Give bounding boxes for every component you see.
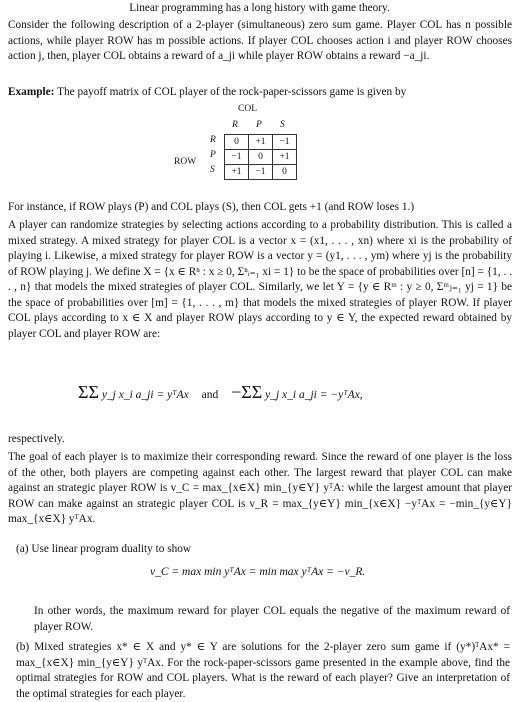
sum-symbol: −ΣΣ	[231, 382, 263, 402]
matrix-row-label: ROW	[174, 157, 197, 167]
matrix-row	[225, 135, 297, 150]
equation-and: and	[201, 389, 219, 401]
matrix-cell: 0	[225, 135, 249, 150]
example-label: Example:	[8, 86, 55, 98]
instance-note: For instance, if ROW plays (P) and COL plays (S), then COL gets +1 (and ROW loses 1.)	[8, 201, 415, 213]
goal-paragraph: The goal of each player is to maximize their corresponding reward. Since the reward of one player is the loss of the other, both players are competing against each other. The largest reward that player COL can make against an strategic player ROW is v_C = max_{x∈X} min_{y∈Y} yᵀA: while the largest amount that player ROW can make against an strategic player COL is v_R = max_{y∈Y} min_{x∈X} −yᵀAx = −min_{y∈Y} max_{x∈X} yᵀAx.	[8, 451, 512, 525]
matrix-row	[225, 165, 297, 180]
matrix-cell: −1	[225, 150, 249, 165]
matrix-row-header: S	[210, 165, 215, 175]
matrix-cell: +1	[225, 165, 249, 180]
matrix-col-header: S	[280, 120, 285, 130]
matrix-cell: 0	[273, 165, 297, 180]
item-a	[16, 542, 510, 558]
example-line	[8, 85, 512, 101]
item-a-label: (a)	[16, 543, 29, 555]
reward-equation	[78, 382, 363, 403]
matrix-cell: +1	[273, 150, 297, 165]
item-a-text: Use linear program duality to show	[31, 543, 192, 555]
matrix-cell: +1	[249, 135, 273, 150]
duality-equation: v_C = max min yᵀAx = min max yᵀAx = −v_R.	[150, 566, 366, 578]
game-description	[8, 18, 512, 65]
matrix-cell: −1	[273, 135, 297, 150]
matrix-row	[225, 150, 297, 165]
respectively-line: respectively.	[8, 433, 65, 445]
item-b	[16, 640, 510, 702]
matrix-row-header: R	[210, 135, 216, 145]
matrix-cell: −1	[249, 165, 273, 180]
item-b-text: Mixed strategies x* ∈ X and y* ∈ Y are solutions for the 2-player zero sum game if (y*)ᵀAx* = max_{x∈X} min_{y∈Y} yᵀAx. For the rock-paper-scissors game presented in the example above, find the optimal strategies for ROW and COL players. What is the reward of each player? Give an interpretation of the optimal strategies for each player.	[16, 641, 510, 700]
payoff-matrix	[174, 104, 334, 194]
mixed-strategy-paragraph: A player can randomize strategies by selecting actions according to a probability distribution. This is called a mixed strategy. A mixed strategy for player COL is a vector x = (x1, . . . , xn) where xi is the probability of playing i. Likewise, a mixed strategy for player ROW is a vector y = (y1, . . . , ym) where yj is the probability of ROW playing j. We define X = {x ∈ Rⁿ : x ≥ 0, Σⁿᵢ₌₁ xi = 1} to be the space of probabilities over [n] = {1, . . . , n} that models the mixed strategies of player COL. Similarly, we let Y = {y ∈ Rᵐ : y ≥ 0, Σᵐⱼ₌₁ yj = 1} be the space of probabilities over [m] = {1, . . . , m} that models the mixed strategies of player ROW. If player COL plays according to x ∈ X and player ROW plays according to y ∈ Y, the expected reward obtained by player COL and player ROW are:	[8, 219, 512, 340]
sum-symbol: ΣΣ	[78, 382, 99, 402]
example-text: The payoff matrix of COL player of the rock-paper-scissors game is given by	[57, 86, 407, 98]
matrix-col-header: R	[232, 120, 238, 130]
intro-line: Linear programming has a long history with game theory.	[129, 2, 390, 14]
item-b-label: (b)	[16, 641, 30, 653]
item-a-followup: In other words, the maximum reward for player COL equals the negative of the maximum reward of player ROW.	[34, 605, 510, 633]
game-description-text: Consider the following description of a 2-player (simultaneous) zero sum game. Player COL has n possible actions, while player ROW has m possible actions. If player COL chooses action i and player ROW chooses action j, then, player COL obtains a reward of a_ji while player ROW obtains a reward −a_ji.	[8, 19, 512, 62]
matrix-row-header: P	[210, 150, 216, 160]
equation-right: y_j x_i a_ji = −yᵀAx,	[265, 389, 363, 401]
equation-left: y_j x_i a_ji = yᵀAx	[101, 389, 189, 401]
matrix-col-label: COL	[238, 104, 257, 114]
matrix-table	[224, 134, 297, 180]
matrix-cell: 0	[249, 150, 273, 165]
matrix-col-header: P	[256, 120, 262, 130]
